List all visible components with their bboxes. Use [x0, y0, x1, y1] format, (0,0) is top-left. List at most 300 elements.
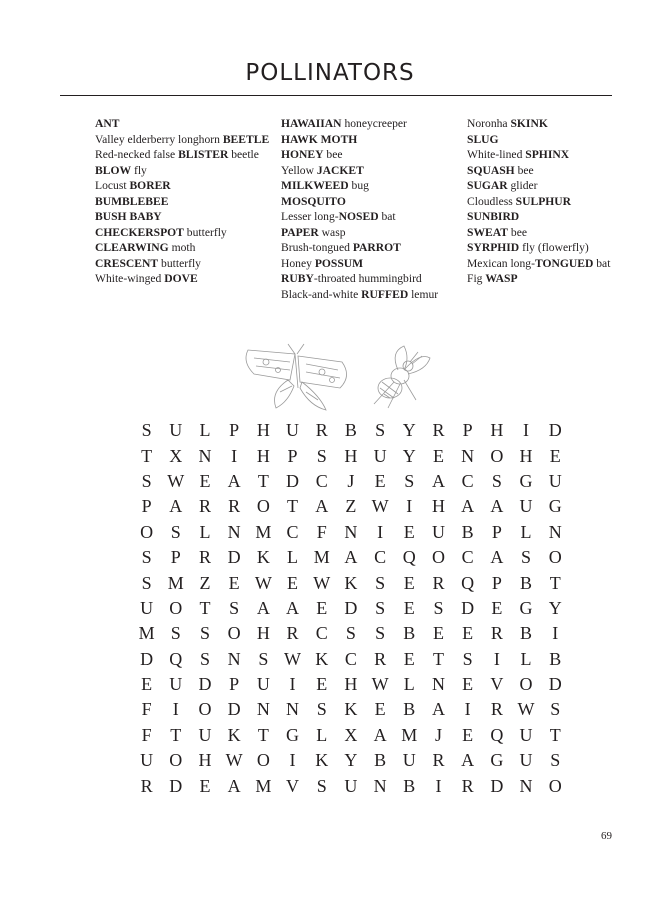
grid-letter[interactable]: W	[225, 750, 243, 771]
grid-letter[interactable]: S	[258, 648, 269, 669]
grid-letter[interactable]: A	[169, 496, 183, 517]
grid-letter[interactable]: R	[286, 623, 299, 644]
grid-letter[interactable]: X	[169, 445, 183, 466]
grid-letter[interactable]: E	[403, 597, 415, 618]
grid-letter[interactable]: S	[316, 699, 327, 720]
grid-letter[interactable]: B	[403, 775, 416, 796]
grid-letter[interactable]: I	[552, 623, 559, 644]
grid-letter[interactable]: E	[549, 445, 561, 466]
grid-letter[interactable]: Y	[402, 445, 416, 466]
word-list-item	[95, 178, 270, 194]
word-list-item	[281, 132, 459, 148]
word-list-item	[95, 132, 270, 148]
grid-letter[interactable]: D	[461, 597, 475, 618]
grid-letter[interactable]: U	[169, 420, 183, 441]
grid-letter[interactable]: L	[287, 547, 299, 568]
grid-letter[interactable]: R	[461, 775, 474, 796]
word-prefix: Locust	[95, 179, 130, 192]
grid-letter[interactable]: S	[375, 597, 386, 618]
grid-letter[interactable]: T	[257, 724, 269, 745]
page-title: POLLINATORS	[245, 60, 415, 86]
grid-letter[interactable]: S	[141, 420, 152, 441]
grid-letter[interactable]: O	[198, 699, 212, 720]
word-list-item	[95, 225, 270, 241]
grid-letter[interactable]: K	[256, 547, 270, 568]
grid-letter[interactable]: D	[227, 699, 241, 720]
grid-letter[interactable]: A	[315, 496, 329, 517]
word-suffix: bat	[378, 210, 396, 223]
grid-letter[interactable]: S	[229, 597, 240, 618]
grid-letter[interactable]: S	[170, 623, 181, 644]
word-list-item	[95, 116, 270, 132]
grid-letter[interactable]: B	[403, 623, 416, 644]
grid-letter[interactable]: W	[371, 674, 389, 695]
grid-letter[interactable]: H	[344, 674, 358, 695]
grid-letter[interactable]: M	[138, 623, 155, 644]
grid-letter[interactable]: T	[199, 597, 211, 618]
grid-letter[interactable]: N	[286, 699, 300, 720]
word-list-item	[281, 225, 459, 241]
grid-letter[interactable]: A	[373, 724, 387, 745]
grid-letter[interactable]: O	[140, 521, 154, 542]
grid-letter[interactable]: N	[227, 521, 241, 542]
grid-letter[interactable]: N	[373, 775, 387, 796]
grid-letter[interactable]: D	[227, 547, 241, 568]
grid-letter[interactable]: S	[141, 547, 152, 568]
grid-letter[interactable]: O	[431, 547, 445, 568]
grid-letter[interactable]: Q	[461, 572, 475, 593]
grid-letter[interactable]: U	[431, 521, 445, 542]
grid-letter[interactable]: A	[461, 496, 475, 517]
grid-letter[interactable]: A	[461, 750, 475, 771]
grid-letter[interactable]: C	[461, 470, 474, 491]
grid-letter[interactable]: H	[519, 445, 533, 466]
grid-letter[interactable]: E	[462, 674, 474, 695]
grid-letter[interactable]: K	[227, 724, 241, 745]
grid-letter[interactable]: U	[519, 496, 533, 517]
word-keyword: TONGUED	[534, 256, 594, 270]
grid-letter[interactable]: U	[548, 470, 562, 491]
grid-letter[interactable]: B	[403, 699, 416, 720]
grid-letter[interactable]: U	[373, 445, 387, 466]
grid-letter[interactable]: L	[520, 648, 532, 669]
grid-letter[interactable]: Q	[402, 547, 416, 568]
grid-letter[interactable]: I	[289, 674, 296, 695]
word-keyword: JACKET	[316, 163, 364, 177]
grid-letter[interactable]: T	[170, 724, 182, 745]
grid-letter[interactable]: N	[227, 648, 241, 669]
grid-letter[interactable]: U	[169, 674, 183, 695]
grid-letter[interactable]: D	[490, 775, 504, 796]
word-keyword: BUMBLEBEE	[95, 194, 169, 208]
grid-letter[interactable]: B	[344, 420, 357, 441]
word-prefix: Red-necked false	[95, 148, 179, 161]
word-keyword: HAWK MOTH	[281, 132, 358, 146]
grid-letter[interactable]: E	[287, 572, 299, 593]
grid-letter[interactable]: P	[229, 674, 240, 695]
word-suffix: bug	[348, 179, 369, 192]
bee-illustration	[364, 342, 436, 412]
grid-letter[interactable]: R	[490, 623, 503, 644]
grid-letter[interactable]: W	[313, 572, 331, 593]
grid-letter[interactable]: S	[199, 648, 210, 669]
word-list-item	[281, 271, 459, 287]
grid-letter[interactable]: P	[491, 521, 502, 542]
grid-letter[interactable]: D	[548, 674, 562, 695]
grid-letter[interactable]: I	[493, 648, 500, 669]
grid-letter[interactable]: G	[519, 470, 533, 491]
word-keyword: CHECKERSPOT	[95, 225, 184, 239]
grid-letter[interactable]: R	[432, 572, 445, 593]
grid-letter[interactable]: G	[286, 724, 300, 745]
grid-letter[interactable]: C	[286, 521, 299, 542]
word-keyword: SUNBIRD	[467, 210, 520, 223]
grid-letter[interactable]: N	[344, 521, 358, 542]
grid-letter[interactable]: Q	[490, 724, 504, 745]
word-list-item	[281, 178, 459, 194]
grid-letter[interactable]: M	[313, 547, 330, 568]
word-list-item	[95, 147, 270, 163]
word-suffix: -throated hummingbird	[313, 272, 422, 285]
grid-letter[interactable]: F	[141, 699, 152, 720]
grid-letter[interactable]: W	[167, 470, 185, 491]
grid-letter[interactable]: M	[255, 775, 272, 796]
grid-letter[interactable]: S	[491, 470, 502, 491]
grid-letter[interactable]: O	[256, 496, 270, 517]
grid-letter[interactable]: B	[520, 623, 533, 644]
grid-letter[interactable]: N	[519, 775, 533, 796]
grid-letter[interactable]: R	[198, 496, 211, 517]
grid-letter[interactable]: F	[316, 521, 327, 542]
grid-letter[interactable]: T	[549, 724, 561, 745]
grid-letter[interactable]: S	[316, 445, 327, 466]
word-prefix: Noronha	[467, 117, 511, 130]
grid-letter[interactable]: T	[432, 648, 444, 669]
grid-letter[interactable]: Y	[344, 750, 358, 771]
word-list-item	[467, 194, 617, 210]
word-keyword: SYRPHID	[467, 241, 520, 254]
grid-letter[interactable]: I	[377, 521, 384, 542]
word-list-item	[95, 194, 270, 210]
grid-letter[interactable]: I	[523, 420, 530, 441]
grid-letter[interactable]: S	[375, 623, 386, 644]
grid-letter[interactable]: E	[403, 521, 415, 542]
grid-letter[interactable]: U	[519, 724, 533, 745]
word-suffix: moth	[168, 241, 196, 254]
word-list-item	[281, 116, 459, 132]
word-keyword: CLEARWING	[95, 241, 169, 254]
grid-letter[interactable]: E	[462, 623, 474, 644]
grid-row	[132, 697, 561, 722]
grid-letter[interactable]: O	[169, 750, 183, 771]
word-column-2	[281, 116, 459, 302]
grid-letter[interactable]: B	[549, 648, 562, 669]
grid-letter[interactable]: S	[550, 699, 561, 720]
grid-letter[interactable]: P	[462, 420, 473, 441]
grid-letter[interactable]: P	[287, 445, 298, 466]
grid-letter[interactable]: T	[549, 572, 561, 593]
grid-letter[interactable]: C	[315, 623, 328, 644]
word-list-item	[95, 271, 270, 287]
grid-letter[interactable]: H	[256, 420, 270, 441]
word-list-item	[95, 163, 270, 179]
grid-letter[interactable]: G	[519, 597, 533, 618]
grid-letter[interactable]: N	[256, 699, 270, 720]
grid-letter[interactable]: H	[344, 445, 358, 466]
word-keyword: WASP	[485, 272, 518, 285]
word-suffix: beetle	[228, 148, 259, 161]
grid-letter[interactable]: A	[431, 699, 445, 720]
word-column-3	[467, 116, 617, 287]
grid-letter[interactable]: R	[374, 648, 387, 669]
grid-letter[interactable]: A	[286, 597, 300, 618]
grid-letter[interactable]: U	[198, 724, 212, 745]
grid-letter[interactable]: P	[229, 420, 240, 441]
word-prefix: White-lined	[467, 148, 526, 161]
grid-letter[interactable]: D	[140, 648, 154, 669]
grid-letter[interactable]: S	[141, 572, 152, 593]
grid-letter[interactable]: A	[490, 496, 504, 517]
word-suffix: bat	[593, 256, 611, 270]
grid-letter[interactable]: S	[433, 597, 444, 618]
grid-row	[132, 469, 562, 494]
word-keyword: RUBY	[281, 272, 314, 285]
grid-letter[interactable]: G	[548, 496, 562, 517]
grid-letter[interactable]: M	[167, 572, 184, 593]
grid-letter[interactable]: O	[519, 674, 533, 695]
grid-letter[interactable]: O	[490, 445, 504, 466]
grid-letter[interactable]: E	[462, 724, 474, 745]
grid-letter[interactable]: Z	[345, 496, 357, 517]
grid-letter[interactable]: R	[490, 699, 503, 720]
grid-letter[interactable]: T	[141, 445, 153, 466]
word-suffix: bee	[508, 225, 528, 239]
grid-letter[interactable]: N	[198, 445, 212, 466]
word-keyword: BLOW	[95, 163, 132, 177]
grid-letter[interactable]: E	[374, 699, 386, 720]
word-suffix: honeycreeper	[341, 117, 407, 130]
butterfly-illustration	[240, 340, 355, 412]
grid-letter[interactable]: D	[344, 597, 358, 618]
word-list-item	[281, 209, 459, 225]
grid-letter[interactable]: S	[199, 623, 210, 644]
grid-letter[interactable]: H	[256, 445, 270, 466]
grid-letter[interactable]: C	[344, 648, 357, 669]
word-keyword: BUSH BABY	[95, 210, 162, 223]
grid-row	[132, 723, 561, 748]
grid-letter[interactable]: C	[374, 547, 387, 568]
grid-letter[interactable]: Y	[548, 597, 562, 618]
grid-letter[interactable]: K	[344, 699, 358, 720]
word-keyword: SULPHUR	[515, 194, 572, 208]
word-keyword: MOSQUITO	[281, 194, 346, 208]
grid-letter[interactable]: V	[286, 775, 300, 796]
grid-row	[132, 621, 559, 646]
grid-letter[interactable]: S	[550, 750, 561, 771]
word-keyword: SLUG	[467, 132, 499, 146]
grid-letter[interactable]: G	[490, 750, 504, 771]
grid-letter[interactable]: I	[435, 775, 442, 796]
word-list-item	[467, 132, 617, 148]
grid-letter[interactable]: J	[434, 724, 442, 745]
word-keyword: BORER	[129, 179, 171, 192]
page-number: 69	[601, 830, 612, 842]
grid-letter[interactable]: K	[315, 648, 329, 669]
grid-letter[interactable]: S	[316, 775, 327, 796]
grid-letter[interactable]: R	[140, 775, 153, 796]
grid-letter[interactable]: S	[404, 470, 415, 491]
grid-letter[interactable]: B	[461, 521, 474, 542]
grid-letter[interactable]: I	[231, 445, 238, 466]
grid-letter[interactable]: S	[375, 572, 386, 593]
grid-letter[interactable]: R	[432, 420, 445, 441]
grid-letter[interactable]: P	[170, 547, 181, 568]
grid-letter[interactable]: H	[256, 623, 270, 644]
grid-letter[interactable]: E	[374, 470, 386, 491]
word-search-grid	[132, 418, 562, 799]
grid-letter[interactable]: D	[548, 420, 562, 441]
grid-letter[interactable]: S	[170, 521, 181, 542]
grid-letter[interactable]: X	[344, 724, 358, 745]
grid-letter[interactable]: I	[464, 699, 471, 720]
word-prefix: Valley elderberry longhorn	[95, 132, 223, 146]
grid-row	[132, 596, 562, 621]
grid-letter[interactable]: V	[490, 674, 504, 695]
grid-letter[interactable]: S	[521, 547, 532, 568]
grid-letter[interactable]: I	[289, 750, 296, 771]
grid-letter[interactable]: L	[199, 420, 211, 441]
grid-letter[interactable]: E	[432, 445, 444, 466]
grid-letter[interactable]: S	[345, 623, 356, 644]
word-suffix: glider	[507, 179, 538, 192]
grid-letter[interactable]: R	[228, 496, 241, 517]
grid-letter[interactable]: U	[519, 750, 533, 771]
grid-letter[interactable]: E	[199, 470, 211, 491]
grid-letter[interactable]: T	[287, 496, 299, 517]
grid-letter[interactable]: E	[199, 775, 211, 796]
grid-row	[132, 494, 562, 519]
grid-letter[interactable]: R	[432, 750, 445, 771]
grid-letter[interactable]: U	[140, 597, 154, 618]
grid-letter[interactable]: C	[315, 470, 328, 491]
grid-letter[interactable]: Z	[199, 572, 211, 593]
grid-letter[interactable]: M	[255, 521, 272, 542]
word-prefix: White-winged	[95, 272, 165, 285]
grid-letter[interactable]: O	[227, 623, 241, 644]
word-list-item	[467, 256, 617, 272]
grid-letter[interactable]: K	[344, 572, 358, 593]
word-keyword: SPHINX	[525, 148, 570, 161]
grid-letter[interactable]: L	[520, 521, 532, 542]
word-keyword: SUGAR	[467, 179, 508, 192]
grid-letter[interactable]: U	[344, 775, 358, 796]
grid-letter[interactable]: E	[316, 597, 328, 618]
word-prefix: Lesser long-	[281, 210, 339, 223]
grid-letter[interactable]: W	[284, 648, 302, 669]
grid-letter[interactable]: W	[254, 572, 272, 593]
grid-letter[interactable]: L	[199, 521, 211, 542]
grid-letter[interactable]: K	[315, 750, 329, 771]
grid-letter[interactable]: D	[169, 775, 183, 796]
grid-letter[interactable]: O	[548, 547, 562, 568]
grid-letter[interactable]: U	[256, 674, 270, 695]
grid-letter[interactable]: I	[406, 496, 413, 517]
grid-letter[interactable]: E	[432, 623, 444, 644]
grid-letter[interactable]: B	[520, 572, 533, 593]
grid-letter[interactable]: O	[548, 775, 562, 796]
grid-letter[interactable]: D	[286, 470, 300, 491]
grid-letter[interactable]: S	[375, 420, 386, 441]
grid-letter[interactable]: S	[462, 648, 473, 669]
grid-letter[interactable]: A	[227, 470, 241, 491]
grid-letter[interactable]: C	[461, 547, 474, 568]
word-keyword: DOVE	[164, 272, 198, 285]
grid-letter[interactable]: L	[403, 674, 415, 695]
grid-letter[interactable]: R	[315, 420, 328, 441]
grid-letter[interactable]: Y	[402, 420, 416, 441]
grid-letter[interactable]: W	[517, 699, 535, 720]
grid-letter[interactable]: E	[403, 572, 415, 593]
grid-letter[interactable]: U	[402, 750, 416, 771]
word-suffix: bee	[323, 148, 343, 161]
grid-letter[interactable]: O	[256, 750, 270, 771]
grid-letter[interactable]: H	[490, 420, 504, 441]
word-keyword: SKINK	[510, 117, 548, 130]
grid-letter[interactable]: A	[256, 597, 270, 618]
grid-letter[interactable]: E	[403, 648, 415, 669]
grid-letter[interactable]: E	[316, 674, 328, 695]
grid-letter[interactable]: Q	[169, 648, 183, 669]
grid-letter[interactable]: E	[491, 597, 503, 618]
grid-letter[interactable]: P	[141, 496, 152, 517]
grid-letter[interactable]: P	[491, 572, 502, 593]
grid-letter[interactable]: M	[401, 724, 418, 745]
grid-letter[interactable]: J	[347, 470, 355, 491]
word-list-item	[95, 240, 270, 256]
grid-row	[132, 672, 562, 697]
word-suffix: wasp	[318, 225, 346, 239]
grid-letter[interactable]: S	[141, 470, 152, 491]
grid-letter[interactable]: A	[431, 470, 445, 491]
grid-letter[interactable]: O	[169, 597, 183, 618]
word-suffix: fly (flowerfly)	[519, 241, 589, 254]
grid-letter[interactable]: B	[374, 750, 387, 771]
grid-letter[interactable]: H	[198, 750, 212, 771]
grid-row	[132, 748, 561, 773]
grid-letter[interactable]: E	[228, 572, 240, 593]
word-keyword: POSSUM	[314, 256, 364, 270]
grid-letter[interactable]: F	[141, 724, 152, 745]
word-prefix: Brush-tongued	[281, 241, 353, 254]
grid-letter[interactable]: U	[140, 750, 154, 771]
grid-letter[interactable]: T	[257, 470, 269, 491]
grid-letter[interactable]: E	[141, 674, 153, 695]
grid-letter[interactable]: A	[227, 775, 241, 796]
grid-letter[interactable]: L	[316, 724, 328, 745]
grid-letter[interactable]: A	[344, 547, 358, 568]
grid-letter[interactable]: R	[198, 547, 211, 568]
grid-letter[interactable]: A	[490, 547, 504, 568]
grid-letter[interactable]: N	[431, 674, 445, 695]
grid-letter[interactable]: U	[286, 420, 300, 441]
grid-letter[interactable]: H	[431, 496, 445, 517]
grid-row	[132, 418, 562, 443]
grid-letter[interactable]: W	[371, 496, 389, 517]
grid-letter[interactable]: N	[548, 521, 562, 542]
grid-letter[interactable]: I	[172, 699, 179, 720]
grid-letter[interactable]: D	[198, 674, 212, 695]
grid-letter[interactable]: N	[461, 445, 475, 466]
